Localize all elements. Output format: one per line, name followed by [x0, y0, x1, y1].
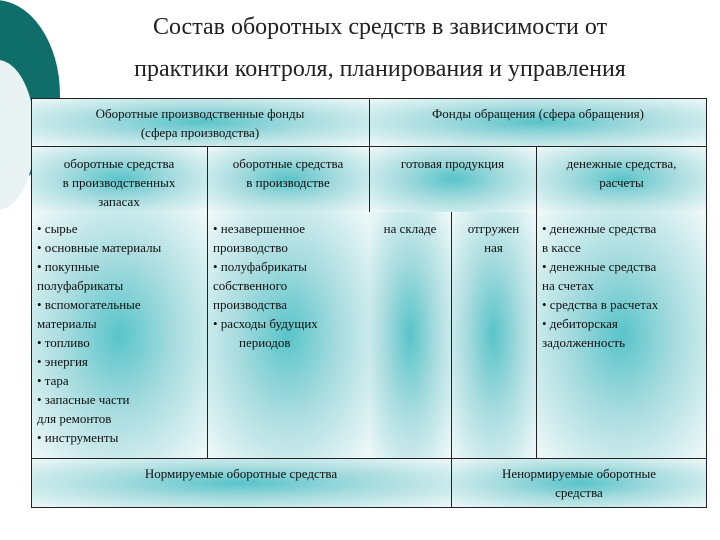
list-item: полуфабрикаты: [37, 278, 124, 293]
header-circulation-funds-text: Фонды обращения (сфера обращения): [432, 106, 644, 121]
list-item: • основные материалы: [37, 240, 162, 255]
list-stock: [31, 212, 207, 458]
classification-table: [31, 98, 707, 508]
subheader-stock-line2: в производственных: [62, 175, 176, 190]
list-item: на счетах: [542, 278, 594, 293]
subheader-stock-line3: запасах: [98, 194, 140, 209]
list-item: • энергия: [37, 354, 88, 369]
title-line-2: практики контроля, планирования и управления: [134, 56, 626, 82]
list-cash: [536, 212, 707, 458]
header-production-funds-line2: (сфера производства): [140, 125, 260, 140]
list-item: собственного: [213, 278, 288, 293]
grid-line: [536, 146, 537, 458]
list-item: ная: [484, 240, 503, 255]
list-production: [207, 212, 369, 458]
header-circulation-funds: [369, 98, 707, 146]
footer-non-normalized-line2: средства: [555, 485, 603, 500]
list-item: материалы: [37, 316, 97, 331]
footer-non-normalized: [451, 458, 707, 508]
list-item: на складе: [383, 221, 437, 236]
subheader-finished-goods-text: готовая продукция: [400, 156, 505, 171]
list-item: для ремонтов: [37, 411, 112, 426]
slide-title: [60, 6, 700, 90]
list-item: задолженность: [542, 335, 626, 350]
grid-line: [31, 458, 707, 459]
list-item: периодов: [239, 335, 291, 350]
list-item: • незавершенное: [213, 221, 306, 236]
grid-line: [369, 98, 370, 212]
subheader-cash-line1: денежные средства,: [566, 156, 677, 171]
subheader-stock-line1: оборотные средства: [63, 156, 175, 171]
grid-line: [31, 98, 32, 508]
header-production-funds: [31, 98, 369, 146]
list-item: • полуфабрикаты: [213, 259, 307, 274]
list-item: • тара: [37, 373, 69, 388]
subheader-production-line2: в производстве: [246, 175, 330, 190]
footer-non-normalized-line1: Ненормируемые оборотные: [501, 466, 657, 481]
list-item: • средства в расчетах: [542, 297, 659, 312]
subheader-production: [207, 146, 369, 212]
list-item: • дебиторская: [542, 316, 618, 331]
subheader-cash-line2: расчеты: [599, 175, 644, 190]
list-item: • сырье: [37, 221, 78, 236]
grid-line: [31, 507, 707, 508]
list-item: • топливо: [37, 335, 90, 350]
list-warehouse: [369, 212, 451, 458]
header-production-funds-line1: Оборотные производственные фонды: [95, 106, 305, 121]
list-item: • запасные части: [37, 392, 130, 407]
title-line-1: Состав оборотных средств в зависимости от: [152, 14, 608, 40]
grid-line: [706, 98, 707, 508]
grid-line: [451, 212, 452, 508]
footer-normalized-text: Нормируемые оборотные средства: [144, 466, 338, 481]
list-item: • инструменты: [37, 430, 119, 445]
footer-normalized: [31, 458, 451, 508]
list-item: производство: [213, 240, 288, 255]
subheader-cash: [536, 146, 707, 212]
list-shipped: [451, 212, 536, 458]
list-item: отгружен: [467, 221, 520, 236]
grid-line: [207, 146, 208, 458]
list-item: • денежные средства: [542, 259, 657, 274]
list-item: • покупные: [37, 259, 100, 274]
subheader-finished-goods: [369, 146, 536, 212]
list-item: • денежные средства: [542, 221, 657, 236]
list-item: в кассе: [542, 240, 581, 255]
list-item: производства: [213, 297, 288, 312]
subheader-stock: [31, 146, 207, 212]
list-item: • расходы будущих: [213, 316, 318, 331]
subheader-production-line1: оборотные средства: [232, 156, 344, 171]
list-item: • вспомогательные: [37, 297, 141, 312]
